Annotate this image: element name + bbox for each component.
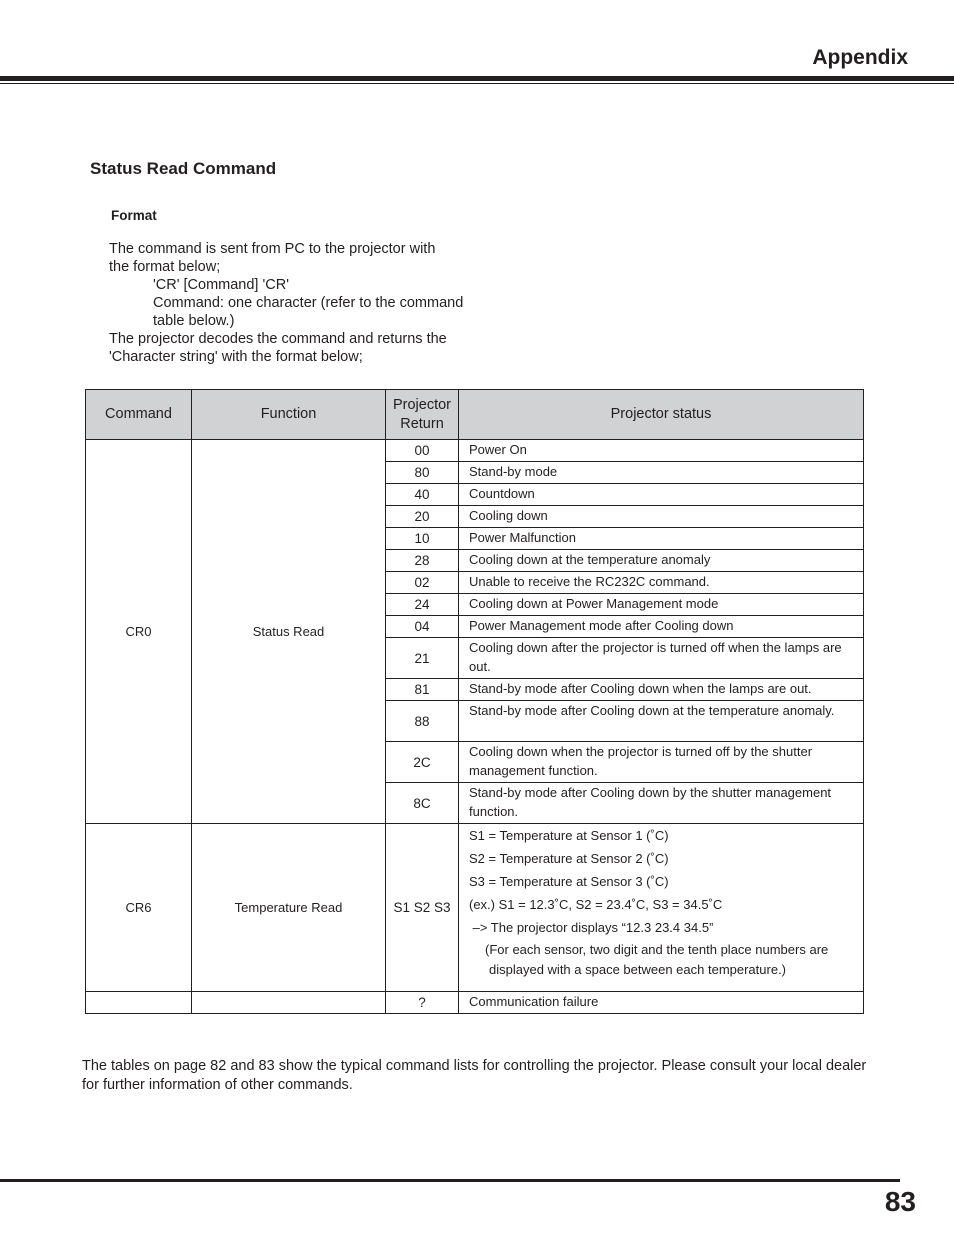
- intro-line: 'CR' [Command] 'CR': [153, 277, 289, 293]
- return-cell: ?: [386, 992, 459, 1014]
- table-row: [86, 992, 864, 1014]
- function-cell: [192, 992, 386, 1014]
- intro-line: 'Character string' with the format below;: [109, 349, 363, 365]
- temperature-line: S3 = Temperature at Sensor 3 (˚C): [469, 874, 669, 889]
- intro-line: Command: one character (refer to the command: [153, 295, 464, 311]
- table-header-row: [86, 390, 864, 440]
- status-cell: Power On: [459, 440, 864, 462]
- header-rule: [0, 76, 954, 81]
- command-cell: CR6: [86, 824, 192, 992]
- status-cell: Stand-by mode after Cooling down when the lamps are out.: [459, 679, 864, 701]
- return-cell: 81: [386, 679, 459, 701]
- return-cell: 40: [386, 484, 459, 506]
- command-cell: [86, 992, 192, 1014]
- status-cell: Communication failure: [459, 992, 864, 1014]
- status-cell: Cooling down at Power Management mode: [459, 594, 864, 616]
- status-cell: Countdown: [459, 484, 864, 506]
- header-return-line: Return: [400, 415, 444, 432]
- format-description: [109, 240, 509, 366]
- footer-rule: [0, 1179, 900, 1182]
- header-rule-thin: [0, 83, 954, 84]
- function-cell: Temperature Read: [192, 824, 386, 992]
- header-projector-return: [386, 390, 459, 440]
- intro-line: table below.): [153, 313, 235, 329]
- status-cell: Unable to receive the RC232C command.: [459, 572, 864, 594]
- status-cell: Cooling down at the temperature anomaly: [459, 550, 864, 572]
- table-row: [86, 440, 864, 462]
- header-function: Function: [192, 390, 386, 440]
- return-cell: 8C: [386, 783, 459, 824]
- status-cell: Stand-by mode after Cooling down by the shutter management function.: [459, 783, 864, 824]
- status-cell: Stand-by mode after Cooling down at the temperature anomaly.: [459, 701, 864, 742]
- status-command-table: [85, 389, 864, 1014]
- return-cell: 88: [386, 701, 459, 742]
- table-row: [86, 824, 864, 992]
- header-return-line: Projector: [392, 396, 452, 413]
- temperature-line: S2 = Temperature at Sensor 2 (˚C): [469, 851, 669, 866]
- return-cell: 80: [386, 462, 459, 484]
- return-cell: 24: [386, 594, 459, 616]
- intro-line: The projector decodes the command and returns the: [109, 331, 447, 347]
- return-cell: S1 S2 S3: [386, 824, 459, 992]
- page-number: 83: [884, 1186, 916, 1217]
- return-cell: 04: [386, 616, 459, 638]
- return-cell: 02: [386, 572, 459, 594]
- temperature-line: S1 = Temperature at Sensor 1 (˚C): [469, 828, 669, 843]
- status-cell: Power Management mode after Cooling down: [459, 616, 864, 638]
- temperature-note: (For each sensor, two digit and the tenth place numbers are: [485, 942, 829, 957]
- status-cell: Stand-by mode: [459, 462, 864, 484]
- return-cell: 00: [386, 440, 459, 462]
- status-cell: Cooling down after the projector is turned off when the lamps are out.: [459, 638, 864, 679]
- page-header-title: Appendix: [812, 46, 908, 69]
- intro-line: The command is sent from PC to the projector with: [109, 241, 436, 257]
- temperature-line: –> The projector displays “12.3 23.4 34.5”: [469, 920, 714, 935]
- return-cell: 21: [386, 638, 459, 679]
- section-title: Status Read Command: [90, 159, 277, 178]
- status-cell: Cooling down when the projector is turned off by the shutter management function.: [459, 742, 864, 783]
- return-cell: 20: [386, 506, 459, 528]
- temperature-note: displayed with a space between each temperature.): [489, 962, 787, 977]
- temperature-line: (ex.) S1 = 12.3˚C, S2 = 23.4˚C, S3 = 34.5˚C: [469, 897, 723, 912]
- function-cell: Status Read: [192, 440, 386, 824]
- command-cell: CR0: [86, 440, 192, 824]
- return-cell: 28: [386, 550, 459, 572]
- status-cell: [459, 824, 864, 992]
- footer-note: The tables on page 82 and 83 show the typical command lists for controlling the projector. Please consult your local dealer for further information of other commands.: [82, 1058, 867, 1093]
- intro-line: the format below;: [109, 259, 221, 275]
- status-cell: Power Malfunction: [459, 528, 864, 550]
- format-title: Format: [111, 208, 157, 223]
- return-cell: 2C: [386, 742, 459, 783]
- return-cell: 10: [386, 528, 459, 550]
- status-cell: Cooling down: [459, 506, 864, 528]
- header-command: Command: [86, 390, 192, 440]
- header-projector-status: Projector status: [459, 390, 864, 440]
